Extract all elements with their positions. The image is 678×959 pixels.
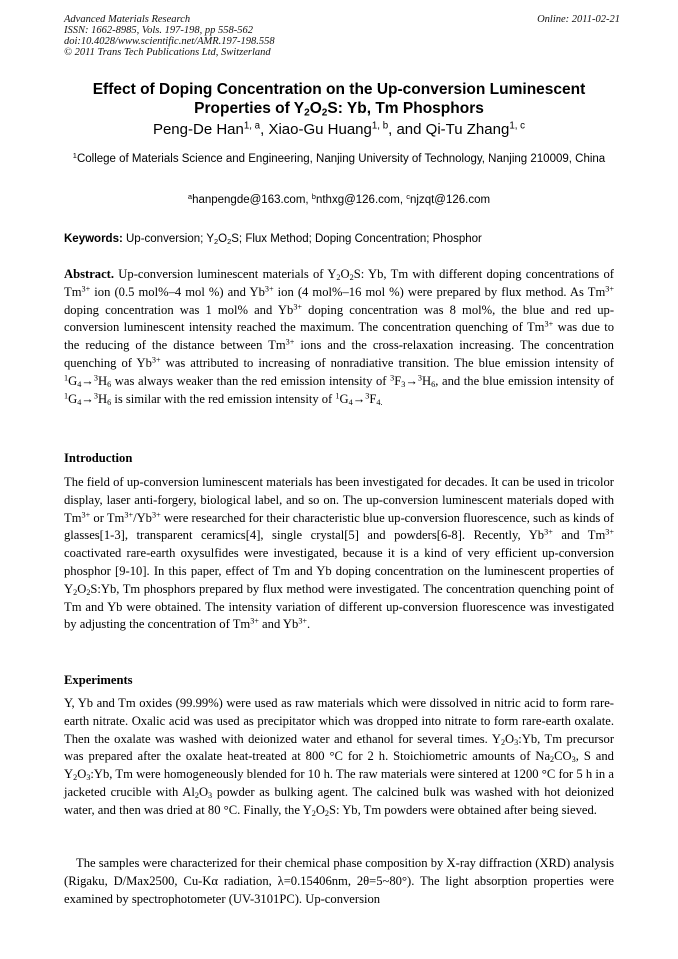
title-line-2: Properties of $Y_2O_2S$: Yb, Tm Phosphors (194, 100, 484, 119)
email-link[interactable]: nthxg@126.com (315, 194, 400, 206)
introduction-body: The field of up-conversion luminescent materials has been investigated for decades. It can be used in tricolor display, laser anti-forgery, biological label, and so on. The up-conversion luminescent materials doped with $Tm^{3+}$ or $Tm^{3+}/Yb^{3+}$ were researched for their characteristic blue up-conversion fluorescence, such as kinds of glasses[1-3], transparent ceramics[4], single crystal[5] and powders[6-8]. Recently, $Yb^{3+}$ and $Tm^{3+}$ coactivated rare-earth oxysulfides were investigated, because it is a kind of very efficient up-conversion phosphor [9-10]. In this paper, effect of Tm and Yb doping concentration on the luminescent properties of $Y_2O_2S:Yb$, Tm phosphors prepared by flux method were investigated. The concentration quenching point of Tm and Yb were obtained. The intensity variation of different up-conversion fluorescence was investigated by adjusting the concentration of $Tm^{3+}$ and $Yb^{3+}$. (64, 475, 615, 632)
abstract-body: Up-conversion luminescent materials of $Y_2O_2S$: Yb, Tm with different doping concentrations of $Tm^{3+}$ ion (0.5 mol%–4 mol %) and $Yb^{3+}$ ion (4 mol%–16 mol %) were prepared by flux method. As $Tm^{3+}$ doping concentration was 1 mol% and $Yb^{3+}$ doping concentration was 8 mol%, the blue and red up-conversion luminescent intensity reached the maximum. The concentration quenching of $Tm^{3+}$ was due to the reducing of the distance between $Tm^{3+}$ ions and the cross-relaxation increasing. The concentration quenching of $Yb^{3+}$ was attributed to increasing of nonradiative transition. The blue emission intensity of $^1G_4\to^3H_6$ was always weaker than the red emission intensity of $^3F_3\to^3H_6$, and the blue emission intensity of $^1G_4\to^3H_6$ is similar with the red emission intensity of $^1G_4\to^3F_{4.}$ (64, 267, 615, 407)
section-heading-introduction: Introduction (64, 451, 133, 465)
keywords-label: Keywords: (64, 233, 123, 245)
online-date: Online: 2011-02-21 (537, 14, 620, 25)
author-list: Peng-De Han$^{1, a}$, Xiao-Gu Huang$^{1, b}$, and Qi-Tu Zhang$^{1, c}$ (152, 120, 526, 138)
email-link[interactable]: hanpengde@163.com (192, 194, 306, 206)
abstract-label: Abstract. (64, 267, 115, 281)
copyright-line: © 2011 Trans Tech Publications Ltd, Switzerland (64, 47, 271, 58)
experiments-para-2: The samples were characterized for their chemical phase composition by X-ray diffraction (XRD) analysis (Rigaku, D/Max2500, Cu-Kα radiation, λ=0.15406nm, 2θ=5~80°). The light absorption properties were examined by spectrophotometer (UV-3101PC). Up-conversion (64, 856, 614, 906)
journal-header (64, 14, 275, 58)
journal-name: Advanced Materials Research (64, 14, 191, 25)
email-link[interactable]: njzqt@126.com (410, 194, 491, 206)
affiliation: $^1$College of Materials Science and Engineering, Nanjing University of Technology, Nanjing 210009, China (72, 150, 606, 165)
author-name: Qi-Tu Zhang (425, 121, 510, 138)
keywords: Keywords: Up-conversion; $Y_2O_2S$; Flux Method; Doping Concentration; Phosphor (64, 233, 482, 246)
email-list: $^a$hanpengde@163.com, $^b$nthxg@126.com, $^c$njzqt@126.com (187, 191, 491, 206)
experiments-para-1: Y, Yb and Tm oxides (99.99%) were used as raw materials which were dissolved in nitric acid to form rare-earth nitrate. Oxalic acid was used as precipitator which was dropped into nitrate to form rare-earth oxalate. Then the oxalate was washed with deionized water and ethanol for several times. $Y_2O_3:Yb$, Tm precursor was prepared after the oxalate heat-treated at 800 °C for 2 h. Stoichiometric amounts of $Na_2CO_3$, S and $Y_2O_3:Yb$, Tm were homogeneously blended for 10 h. The raw materials were sintered at 1200 °C for 5 h in a jacketed crucible with $Al_2O_3$ powder as bulking agent. The calcined bulk was washed with hot deionized water, and then was dried at 80 °C. Finally, the $Y_2O_2S$: Yb, Tm powders were obtained after being sieved. (64, 696, 615, 818)
paper-title (64, 80, 614, 118)
author-name: Peng-De Han (152, 121, 244, 138)
section-heading-experiments: Experiments (64, 673, 133, 687)
doi-line: doi:10.4028/www.scientific.net/AMR.197-198.558 (64, 36, 275, 47)
issn-line: ISSN: 1662-8985, Vols. 197-198, pp 558-562 (64, 25, 253, 36)
abstract (64, 266, 614, 408)
title-line-1: Effect of Doping Concentration on the Up-conversion Luminescent (92, 81, 586, 98)
author-name: Xiao-Gu Huang (268, 121, 372, 138)
